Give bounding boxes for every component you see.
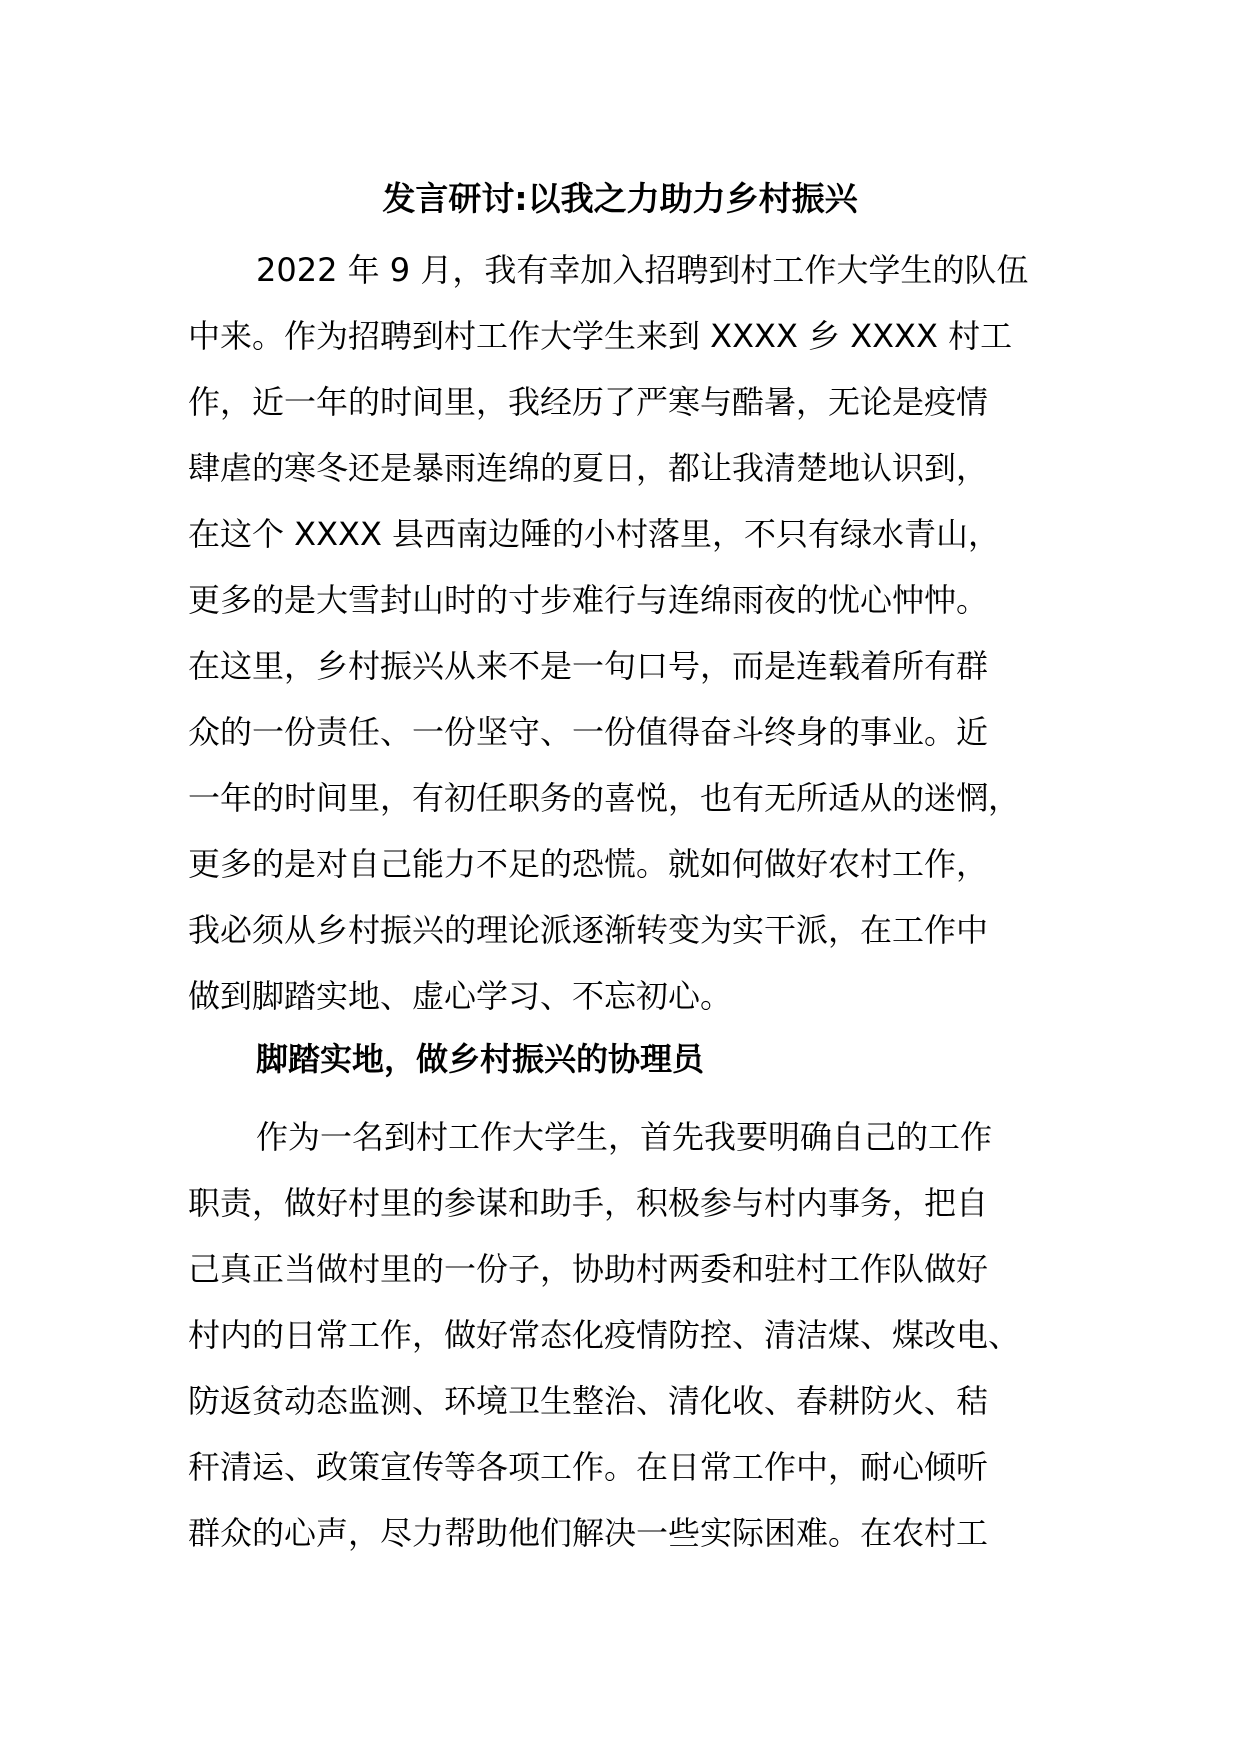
paragraph-intro: [188, 237, 1068, 1029]
paragraph-line: 在这里，乡村振兴从来不是一句口号，而是连载着所有群: [188, 647, 989, 685]
paragraph-line: 肆虐的寒冬还是暴雨连绵的夏日，都让我清楚地认识到，: [188, 449, 989, 487]
paragraph-line: 己真正当做村里的一份子，协助村两委和驻村工作队做好: [188, 1250, 989, 1288]
paragraph-line: 更多的是对自己能力不足的恐慌。就如何做好农村工作，: [188, 845, 989, 883]
paragraph-line: 防返贫动态监测、环境卫生整治、清化收、春耕防火、秸: [188, 1382, 989, 1420]
paragraph-line: 中来。作为招聘到村工作大学生来到 XXXX 乡 XXXX 村工: [188, 317, 1013, 355]
paragraph-line: 在这个 XXXX 县西南边陲的小村落里，不只有绿水青山，: [188, 515, 1001, 553]
paragraph-line: 秆清运、政策宣传等各项工作。在日常工作中，耐心倾听: [188, 1448, 989, 1486]
paragraph-line: 众的一份责任、一份坚守、一份值得奋斗终身的事业。近: [188, 713, 989, 751]
paragraph-line: 职责，做好村里的参谋和助手，积极参与村内事务，把自: [188, 1184, 989, 1222]
document-title: 发言研讨:以我之力助力乡村振兴: [382, 179, 858, 218]
paragraph-line: 2022 年 9 月，我有幸加入招聘到村工作大学生的队伍: [256, 251, 1029, 289]
paragraph-line: 我必须从乡村振兴的理论派逐渐转变为实干派，在工作中: [188, 911, 989, 949]
paragraph-line: 做到脚踏实地、虚心学习、不忘初心。: [188, 977, 733, 1015]
paragraph-line: 群众的心声，尽力帮助他们解决一些实际困难。在农村工: [188, 1514, 989, 1552]
paragraph-line: 村内的日常工作，做好常态化疫情防控、清洁煤、煤改电、: [188, 1316, 1021, 1354]
paragraph-line: 一年的时间里，有初任职务的喜悦，也有无所适从的迷惘，: [188, 779, 1021, 817]
paragraph-line: 更多的是大雪封山时的寸步难行与连绵雨夜的忧心忡忡。: [188, 581, 989, 619]
paragraph-line: 作为一名到村工作大学生，首先我要明确自己的工作: [256, 1118, 993, 1156]
section-heading: 脚踏实地，做乡村振兴的协理员: [256, 1040, 705, 1078]
paragraph-duties: [188, 1104, 1068, 1566]
paragraph-line: 作，近一年的时间里，我经历了严寒与酷暑，无论是疫情: [188, 383, 989, 421]
